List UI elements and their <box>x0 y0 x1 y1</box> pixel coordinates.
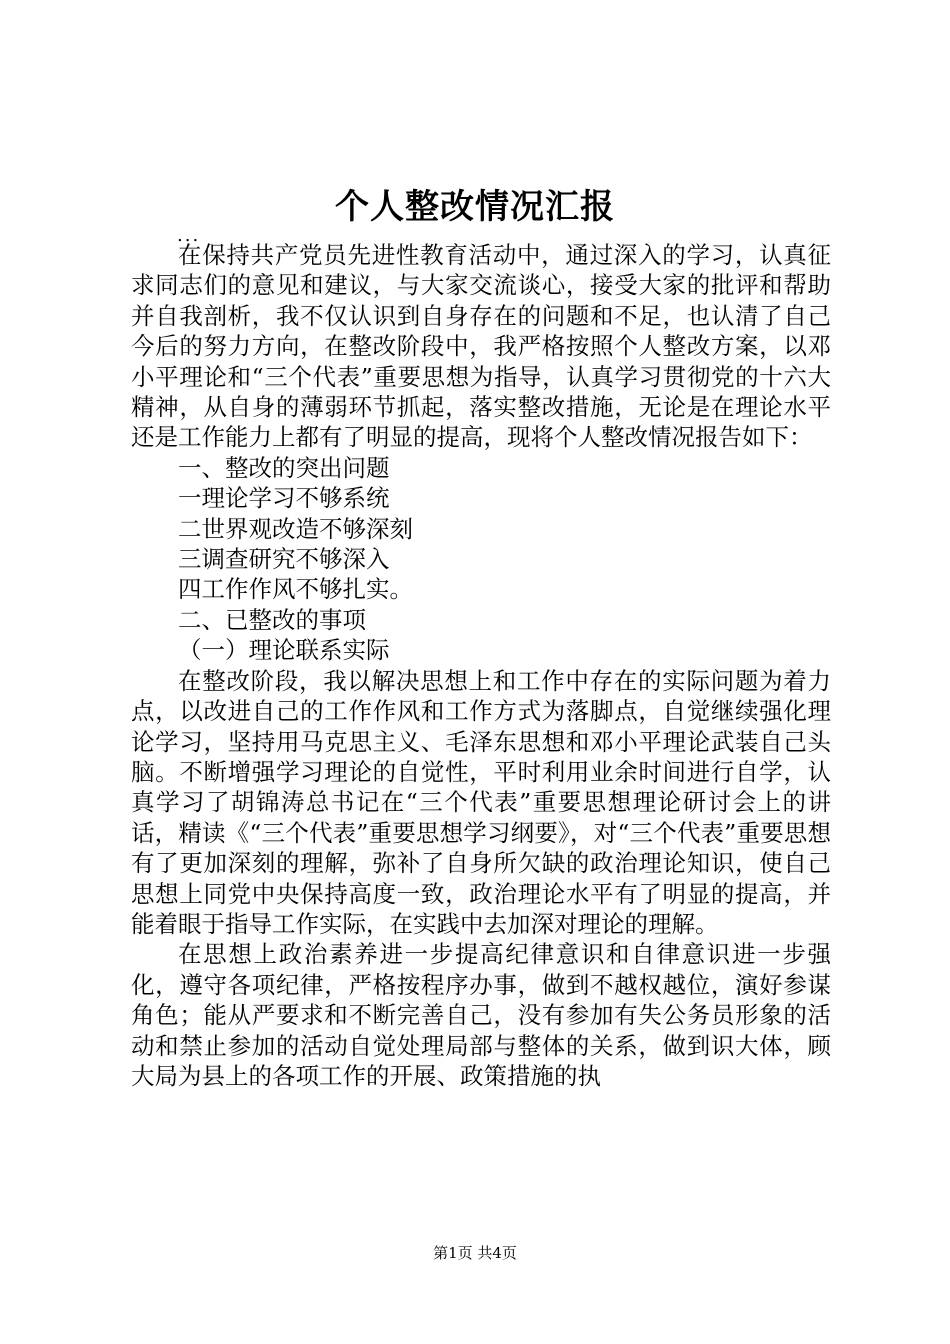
section-heading-problems: 一、整改的突出问题 <box>178 453 390 482</box>
section-heading-rectified: 二、已整改的事项 <box>178 605 366 634</box>
document-body <box>131 240 831 1091</box>
ellipsis-marker: ... <box>177 225 201 246</box>
problem-item-2: 二世界观改造不够深刻 <box>178 514 413 543</box>
subsection-heading-theory: （一）理论联系实际 <box>178 636 390 665</box>
problem-item-1: 一理论学习不够系统 <box>178 484 390 513</box>
document-title: 个人整改情况汇报 <box>335 187 615 227</box>
intro-paragraph: 在保持共产党员先进性教育活动中，通过深入的学习，认真征求同志们的意见和建议，与大家交流谈心，接受大家的批评和帮助并自我剖析，我不仅认识到自身存在的问题和不足，也认清了自己今后的努力方向，在整改阶段中，我严格按照个人整改方案，以邓小平理论和“三个代表”重要思想为指导，认真学习贯彻党的十六大精神，从自身的薄弱环节抓起，落实整改措施，无论是在理论水平还是工作能力上都有了明显的提高，现将个人整改情况报告如下： <box>131 241 831 452</box>
problem-item-4: 四工作作风不够扎实。 <box>178 575 413 604</box>
body-paragraph-discipline: 在思想上政治素养进一步提高纪律意识和自律意识进一步强化，遵守各项纪律，严格按程序办事，做到不越权越位，演好参谋角色；能从严要求和不断完善自己，没有参加有失公务员形象的活动和禁止参加的活动自觉处理局部与整体的关系，做到识大体，顾大局为县上的各项工作的开展、政策措施的执 <box>131 940 831 1090</box>
body-paragraph-theory: 在整改阶段，我以解决思想上和工作中存在的实际问题为着力点，以改进自己的工作作风和工作方式为落脚点，自觉继续强化理论学习，坚持用马克思主义、毛泽东思想和邓小平理论武装自己头脑。不断增强学习理论的自觉性，平时利用业余时间进行自学，认真学习了胡锦涛总书记在“三个代表”重要思想理论研讨会上的讲话，精读《“三个代表”重要思想学习纲要》，对“三个代表”重要思想有了更加深刻的理解，弥补了自身所欠缺的政治理论知识，使自己思想上同党中央保持高度一致，政治理论水平有了明显的提高，并能着眼于指导工作实际，在实践中去加深对理论的理解。 <box>131 666 831 938</box>
problem-item-3: 三调查研究不够深入 <box>178 545 390 574</box>
page-number: 第1页 共4页 <box>433 1244 517 1262</box>
